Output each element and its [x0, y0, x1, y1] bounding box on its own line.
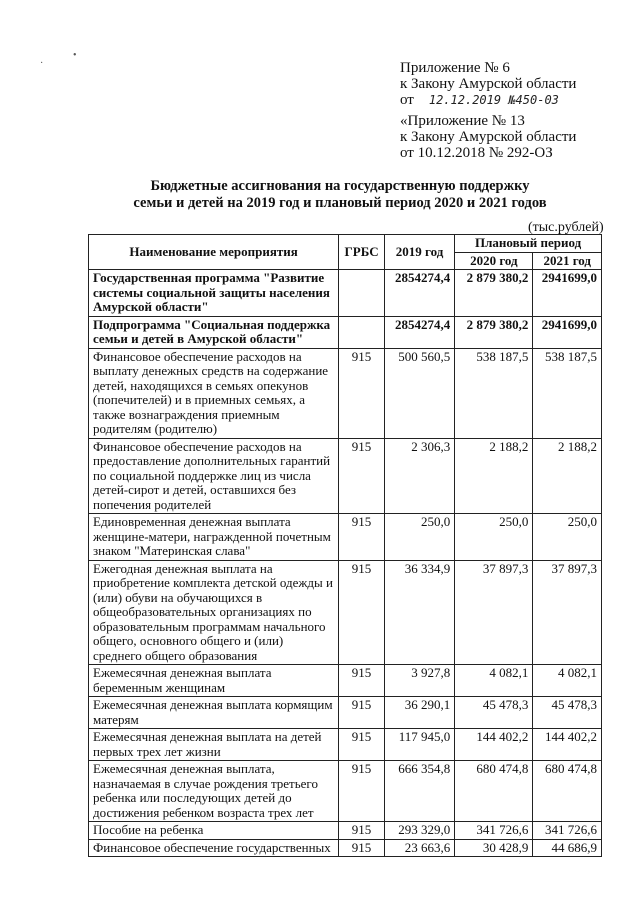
row-grbs-cell: 915	[339, 761, 385, 822]
row-2020-cell: 2 879 380,2	[455, 316, 533, 348]
appendix-title: Приложение № 6	[400, 60, 510, 76]
row-name-cell: Ежегодная денежная выплата на приобретение комплекта детской одежды и (или) обуви на обучающихся в общеобразовательных организациях по образовательным программам начального общего, основного общего и (или) среднего общего образования	[89, 560, 339, 665]
title-line-1: Бюджетные ассигнования на государственную поддержку	[150, 178, 530, 194]
row-2020-cell: 680 474,8	[455, 761, 533, 822]
row-grbs-cell	[339, 270, 385, 317]
row-grbs-cell: 915	[339, 697, 385, 729]
row-name-cell: Ежемесячная денежная выплата на детей первых трех лет жизни	[89, 729, 339, 761]
row-2020-cell: 30 428,9	[455, 839, 533, 857]
row-name-cell: Подпрограмма "Социальная поддержка семьи и детей в Амурской области"	[89, 316, 339, 348]
prev-appendix-date: от 10.12.2018 № 292-ОЗ	[400, 145, 553, 161]
row-2019-cell: 3 927,8	[384, 665, 454, 697]
row-2019-cell: 36 334,9	[384, 560, 454, 665]
row-grbs-cell: 915	[339, 839, 385, 857]
row-2019-cell: 250,0	[384, 514, 454, 561]
row-grbs-cell	[339, 316, 385, 348]
row-2019-cell: 23 663,6	[384, 839, 454, 857]
row-2021-cell: 538 187,5	[533, 348, 602, 438]
row-name-cell: Пособие на ребенка	[89, 822, 339, 840]
title-line-2: семьи и детей на 2019 год и плановый период 2020 и 2021 годов	[133, 195, 547, 211]
header-grbs: ГРБС	[339, 235, 385, 270]
header-2021: 2021 год	[533, 252, 602, 270]
row-2019-cell: 2 306,3	[384, 438, 454, 514]
row-2020-cell: 4 082,1	[455, 665, 533, 697]
budget-table	[88, 234, 602, 857]
table-row	[89, 514, 602, 561]
table-row	[89, 822, 602, 840]
row-name-cell: Финансовое обеспечение расходов на выплату денежных средств на содержание детей, находящихся в семьях опекунов (попечителей) и в приемных семьях, а также вознаграждения приемным родителям (родителю)	[89, 348, 339, 438]
row-2021-cell: 2941699,0	[533, 316, 602, 348]
row-grbs-cell: 915	[339, 348, 385, 438]
row-2019-cell: 2854274,4	[384, 270, 454, 317]
row-2020-cell: 538 187,5	[455, 348, 533, 438]
row-2021-cell: 144 402,2	[533, 729, 602, 761]
row-2020-cell: 144 402,2	[455, 729, 533, 761]
document-title	[60, 178, 620, 212]
row-2020-cell: 37 897,3	[455, 560, 533, 665]
prev-appendix-title: «Приложение № 13	[400, 113, 525, 129]
row-grbs-cell: 915	[339, 665, 385, 697]
row-grbs-cell: 915	[339, 822, 385, 840]
scan-speck: •	[73, 50, 77, 61]
row-2020-cell: 2 879 380,2	[455, 270, 533, 317]
header-2019: 2019 год	[384, 235, 454, 270]
row-name-cell: Ежемесячная денежная выплата беременным женщинам	[89, 665, 339, 697]
table-row	[89, 729, 602, 761]
table-row	[89, 438, 602, 514]
appendix-law: к Закону Амурской области	[400, 76, 577, 92]
row-2019-cell: 2854274,4	[384, 316, 454, 348]
table-row	[89, 761, 602, 822]
row-grbs-cell: 915	[339, 560, 385, 665]
row-name-cell: Единовременная денежная выплата женщине-матери, награжденной почетным знаком "Материнская слава"	[89, 514, 339, 561]
prev-appendix-block	[400, 113, 576, 161]
row-2021-cell: 4 082,1	[533, 665, 602, 697]
row-2021-cell: 45 478,3	[533, 697, 602, 729]
appendix-date-line	[400, 92, 630, 108]
units-label: (тыс.рублей)	[528, 220, 604, 235]
header-2020: 2020 год	[455, 252, 533, 270]
row-name-cell: Финансовое обеспечение расходов на предоставление дополнительных гарантий по социальной поддержке лиц из числа детей-сирот и детей, оставшихся без попечения родителей	[89, 438, 339, 514]
appendix-block	[400, 60, 630, 108]
row-2019-cell: 293 329,0	[384, 822, 454, 840]
row-2021-cell: 37 897,3	[533, 560, 602, 665]
row-2020-cell: 2 188,2	[455, 438, 533, 514]
row-2019-cell: 500 560,5	[384, 348, 454, 438]
appendix-date-prefix: от	[400, 92, 414, 108]
header-planned: Плановый период	[455, 235, 602, 253]
row-grbs-cell: 915	[339, 729, 385, 761]
row-grbs-cell: 915	[339, 438, 385, 514]
row-2021-cell: 680 474,8	[533, 761, 602, 822]
table-header-row	[89, 235, 602, 253]
table-row	[89, 348, 602, 438]
scan-speck: ·	[40, 58, 44, 69]
row-2019-cell: 117 945,0	[384, 729, 454, 761]
table-row	[89, 665, 602, 697]
table-row	[89, 316, 602, 348]
handwritten-date-number: 12.12.2019 №450-03	[428, 93, 559, 107]
row-name-cell: Финансовое обеспечение государственных	[89, 839, 339, 857]
row-2021-cell: 341 726,6	[533, 822, 602, 840]
row-grbs-cell: 915	[339, 514, 385, 561]
row-2020-cell: 250,0	[455, 514, 533, 561]
row-2020-cell: 45 478,3	[455, 697, 533, 729]
row-2021-cell: 2941699,0	[533, 270, 602, 317]
row-2019-cell: 36 290,1	[384, 697, 454, 729]
row-2021-cell: 2 188,2	[533, 438, 602, 514]
table-row	[89, 839, 602, 857]
prev-appendix-law: к Закону Амурской области	[400, 129, 577, 145]
row-2021-cell: 44 686,9	[533, 839, 602, 857]
row-2020-cell: 341 726,6	[455, 822, 533, 840]
table-row	[89, 697, 602, 729]
row-2019-cell: 666 354,8	[384, 761, 454, 822]
header-name: Наименование мероприятия	[89, 235, 339, 270]
row-name-cell: Ежемесячная денежная выплата кормящим матерям	[89, 697, 339, 729]
row-name-cell: Ежемесячная денежная выплата, назначаемая в случае рождения третьего ребенка или последующих детей до достижения ребенком возраста трех лет	[89, 761, 339, 822]
table-row	[89, 270, 602, 317]
row-name-cell: Государственная программа "Развитие системы социальной защиты населения Амурской области"	[89, 270, 339, 317]
table-row	[89, 560, 602, 665]
row-2021-cell: 250,0	[533, 514, 602, 561]
